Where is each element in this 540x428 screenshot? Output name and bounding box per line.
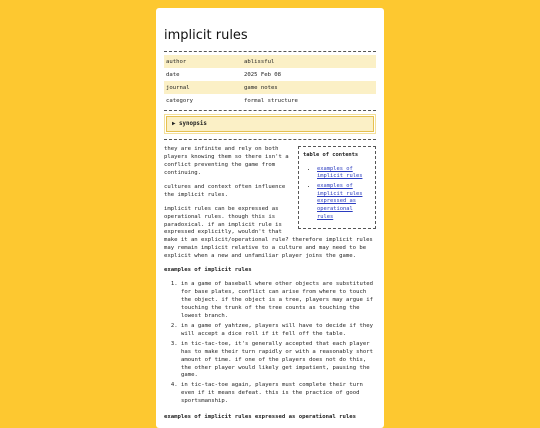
meta-row-date xyxy=(164,68,376,81)
list-item: 2. in a game of yahtzee, players will have to decide if they will accept a dice roll if it fell off the table. xyxy=(181,323,376,339)
toc-item xyxy=(317,166,371,181)
paragraph: cultures and context often influence the implicit rules. xyxy=(164,183,286,198)
divider xyxy=(164,139,376,140)
paragraph: they are infinite and rely on both players knowing them so there isn't a conflict preventing the game from continuing. xyxy=(164,146,289,176)
meta-value: game notes xyxy=(242,81,376,94)
meta-value: formal structure xyxy=(244,97,298,104)
toc-link-operational[interactable]: examples of implicit rules expressed as operational rules xyxy=(317,183,363,220)
divider xyxy=(164,110,376,111)
meta-value: 2025 Feb 08 xyxy=(244,71,282,78)
list-item: 4. in tic-tac-toe again, players must complete their turn even if it means defeat. this is the practice of good sportsmanship. xyxy=(181,382,376,406)
page-title: implicit rules xyxy=(164,28,248,43)
list-item: 1. in a game of baseball where other objects are substituted for base plates, conflict can arise from where to touch the object. if the object is a tree, players may argue if touching the trunk of the tree counts as touching the lowest branch. xyxy=(181,281,376,321)
meta-row-journal xyxy=(164,81,376,94)
meta-value: ablissful xyxy=(242,55,376,68)
toc-item xyxy=(317,183,371,221)
meta-key: date xyxy=(166,71,180,78)
examples-list xyxy=(164,281,376,406)
meta-key: category xyxy=(166,97,193,104)
metadata-table xyxy=(164,55,376,107)
meta-key: author xyxy=(164,55,242,68)
meta-row-author xyxy=(164,55,376,68)
toc-title: table of contents xyxy=(303,152,359,158)
article-card xyxy=(156,8,384,428)
section-heading-examples: examples of implicit rules xyxy=(164,267,252,274)
paragraph: implicit rules can be expressed as operational rules. though this is paradoxical. if an implicit rule is expressed explicitly, wouldn't that make it an explicit/operational rule? therefore implicit rules may remain implicit relative to a culture and may need to be explicit when a new and unfamiliar player joins the game. xyxy=(164,205,373,260)
list-item: 3. in tic-tac-toe, it's generally accepted that each player has to make their turn rapidly or with a reasonably short amount of time. if one of the players does not do this, the other player would likely get impatient, pausing the game. xyxy=(181,341,376,381)
section-heading-operational: examples of implicit rules expressed as operational rules xyxy=(164,414,356,421)
divider xyxy=(164,51,376,52)
toc-link-examples[interactable]: examples of implicit rules xyxy=(317,165,363,180)
table-of-contents xyxy=(298,146,376,229)
synopsis-container xyxy=(164,114,376,134)
meta-key: journal xyxy=(164,81,242,94)
synopsis-toggle[interactable]: ▶ synopsis xyxy=(166,116,374,132)
article-body xyxy=(164,146,376,422)
meta-row-category xyxy=(164,94,376,107)
